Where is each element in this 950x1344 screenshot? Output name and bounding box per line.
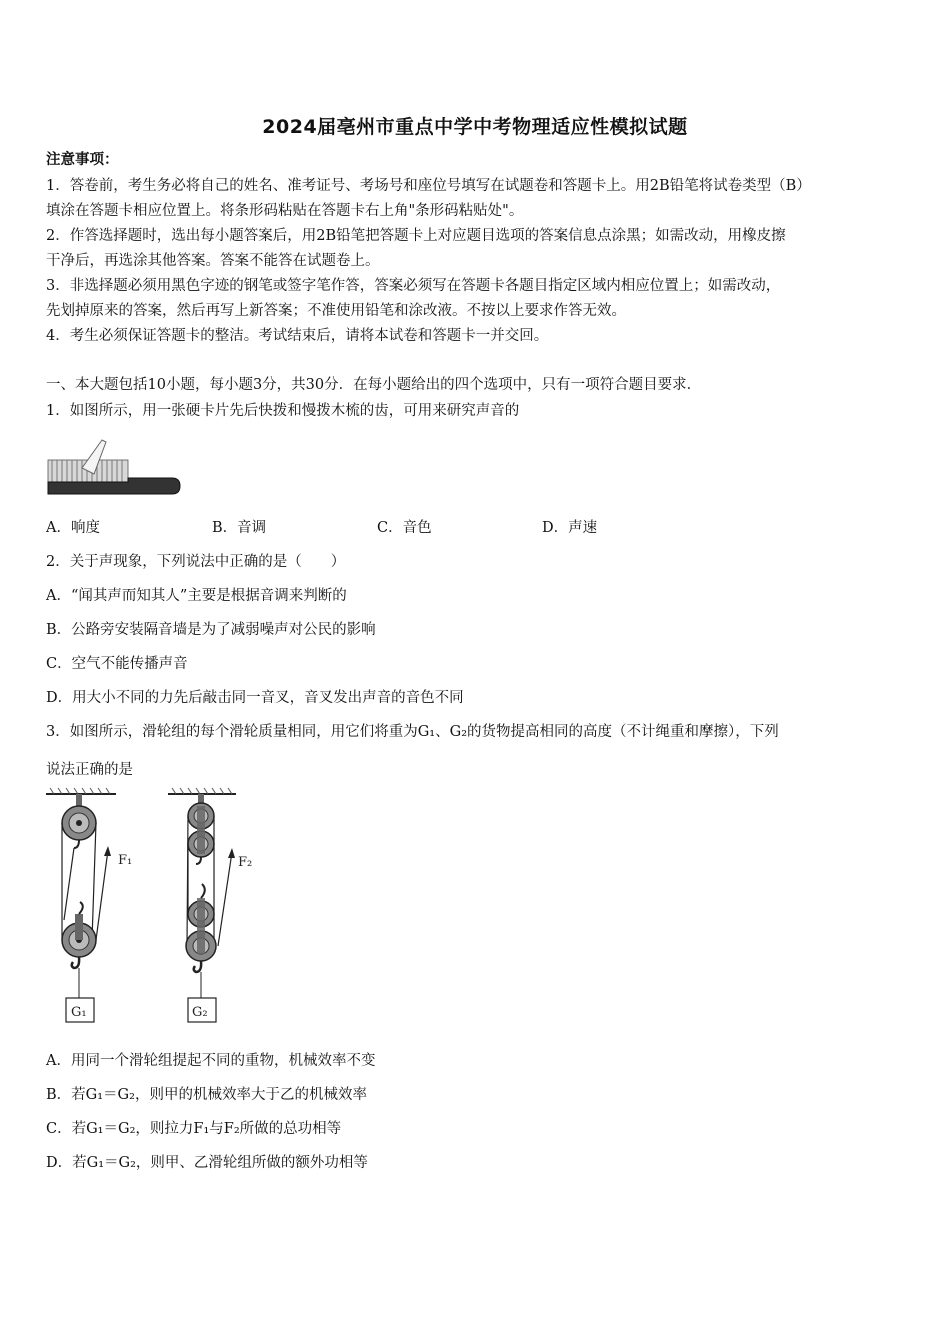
q1-option-d: D．声速	[542, 520, 598, 536]
q1-option-c: C．音色	[377, 520, 432, 536]
q2-option-d: D．用大小不同的力先后敲击同一音叉，音叉发出声音的音色不同	[46, 690, 464, 706]
q2-option-c: C．空气不能传播声音	[46, 656, 188, 672]
q1-stem: 1．如图所示，用一张硬卡片先后快拨和慢拨木梳的齿，可用来研究声音的	[46, 403, 520, 419]
q2-option-b: B．公路旁安装隔音墙是为了减弱噪声对公民的影响	[46, 622, 376, 638]
pulley-system-1	[46, 788, 116, 1022]
q3-stem-line2: 说法正确的是	[46, 762, 133, 778]
q2-stem: 2．关于声现象，下列说法中正确的是（ ）	[46, 554, 346, 570]
q3-option-d: D．若G₁＝G₂，则甲、乙滑轮组所做的额外功相等	[46, 1155, 368, 1171]
pulley-system-2	[168, 788, 236, 1022]
section-heading: 一、本大题包括10小题，每小题3分，共30分．在每小题给出的四个选项中，只有一项符合题目要求．	[46, 377, 702, 393]
notice-line: 4．考生必须保证答题卡的整洁。考试结束后，请将本试卷和答题卡一并交回。	[46, 328, 549, 344]
q3-option-c: C．若G₁＝G₂，则拉力F₁与F₂所做的总功相等	[46, 1121, 342, 1137]
q3-stem-line1: 3．如图所示，滑轮组的每个滑轮质量相同，用它们将重为G₁、G₂的货物提高相同的高度（不计绳重和摩擦），下列	[46, 724, 779, 740]
notice-heading: 注意事项：	[46, 151, 119, 168]
notice-line: 3．非选择题必须用黑色字迹的钢笔或签字笔作答，答案必须写在答题卡各题目指定区域内相应位置上；如需改动，	[46, 278, 781, 294]
label-f2: F₂	[238, 855, 253, 870]
label-f1: F₁	[118, 853, 133, 868]
pulley-figure	[40, 786, 280, 1030]
notice-line: 填涂在答题卡相应位置上。将条形码粘贴在答题卡右上角"条形码粘贴处"。	[46, 203, 524, 219]
q2-option-a: A．“闻其声而知其人”主要是根据音调来判断的	[46, 588, 347, 604]
q3-option-b: B．若G₁＝G₂，则甲的机械效率大于乙的机械效率	[46, 1087, 367, 1103]
label-g2: G₂	[192, 1005, 208, 1020]
q1-option-b: B．音调	[212, 520, 267, 536]
notice-line: 1．答卷前，考生务必将自己的姓名、准考证号、考场号和座位号填写在试题卷和答题卡上。用2B铅笔将试卷类型（B）	[46, 178, 811, 194]
q3-option-a: A．用同一个滑轮组提起不同的重物，机械效率不变	[46, 1053, 376, 1069]
q1-option-a: A．响度	[46, 520, 100, 536]
notice-line: 先划掉原来的答案，然后再写上新答案；不准使用铅笔和涂改液。不按以上要求作答无效。	[46, 303, 626, 319]
label-g1: G₁	[71, 1005, 87, 1020]
page-title: 2024届亳州市重点中学中考物理适应性模拟试题	[262, 116, 688, 138]
notice-line: 干净后，再选涂其他答案。答案不能答在试题卷上。	[46, 253, 380, 269]
comb-figure	[44, 432, 184, 502]
notice-line: 2．作答选择题时，选出每小题答案后，用2B铅笔把答题卡上对应题目选项的答案信息点涂黑；如需改动，用橡皮擦	[46, 228, 786, 244]
